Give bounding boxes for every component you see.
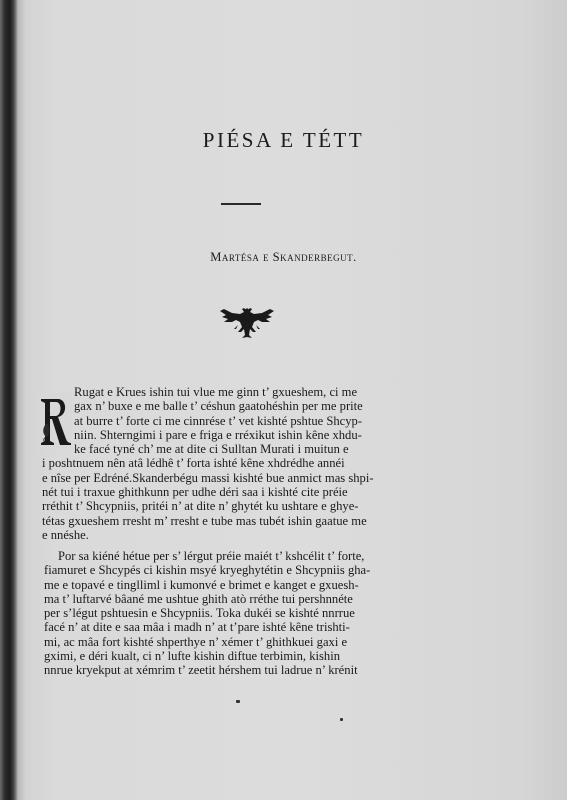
- book-binding-shadow: [0, 0, 18, 800]
- paragraph-1-line: niin. Shterngimi i pare e friga e rréxikut ishin kêne xhdu-: [74, 427, 362, 442]
- paragraph-2-line: fiamuret e Shcypés ci kishin msyé kryeghytétin e Shcypniis gha-: [44, 563, 371, 578]
- paragraph-1-line: ke facé tyné ch’ me at dite ci Sulltan Murati i muitun e: [74, 442, 349, 457]
- paragraph-2: [44, 549, 370, 678]
- paragraph-2-line: ma t’ luftarvé bâané me ushtue ghith atò rréthe tui pershnnéte: [44, 591, 353, 606]
- chapter-subtitle: [0, 250, 567, 265]
- eagle-ornament-icon: [218, 305, 276, 341]
- paragraph-2-line: mi, ac mâa fort kishté shperthye n’ xémer t’ ghithkuei gaxi e: [44, 634, 348, 649]
- paragraph-2-line: facé n’ at dite e saa mâa i madh n’ at t’pare ishté kêne trishti-: [44, 620, 350, 635]
- paragraph-1-line: Rugat e Krues ishin tui vlue me ginn t’ gxueshem, ci me: [74, 385, 358, 399]
- paragraph-2-line: Por sa kiéné hétue per s’ lérgut préie maiét t’ kshcélit t’ forte,: [58, 549, 365, 563]
- page-speck: [340, 718, 343, 721]
- paragraph-2-line: me e topavé e tinglliml i kumonvé e brimet e kanget e gxuesh-: [44, 577, 359, 592]
- chapter-subtitle-text: Martésa e Skanderbegut.: [210, 250, 357, 264]
- paragraph-2-line: nnrue kryekput at xémrim t’ zeetit hérshem tui ladrue n’ krénit: [44, 663, 358, 678]
- paragraph-2-line: gximi, e déri kualt, ci n’ lufte kishin diftue terbimin, kishin: [44, 649, 341, 664]
- paragraph-1-line: tétas gxueshem rresht m’ rresht e tube mas tubét ishin gaatue me: [42, 513, 367, 528]
- paragraph-1-line: e nnéshe.: [42, 527, 89, 542]
- paragraph-2-line: per s’légut pshtuesin e Shcypniis. Toka dukéi se kishté nnrrue: [44, 606, 355, 621]
- page-speck: [236, 700, 240, 703]
- title-divider: [221, 203, 261, 205]
- paragraph-1-line: i poshtnuem nên atâ lédhê t’ forta ishté kêne xhdrédhe annéi: [42, 456, 345, 471]
- page-title: PIÉSA E TÉTT: [202, 128, 365, 152]
- paragraph-1-line: at burre t’ forte ci me cinnrése t’ vet kishté pshtue Shcyp-: [74, 413, 363, 428]
- paragraph-1-line: e nîse per Edréné.Skanderbégu massi kishté bue anmict mas shpi-: [42, 470, 374, 485]
- paragraph-1: [44, 385, 374, 542]
- paragraph-1-line: rréthit t’ Shcypniis, pritéi n’ at dite n’ ghytét ku ushtare e ghye-: [42, 499, 359, 514]
- paragraph-1-line: nét tui i traxue ghithkunn per udhe déri saa i kishté cite préie: [42, 485, 348, 500]
- paragraph-1-line: gax n’ buxe e me balle t’ céshun gaatohéshin per me prite: [74, 399, 363, 414]
